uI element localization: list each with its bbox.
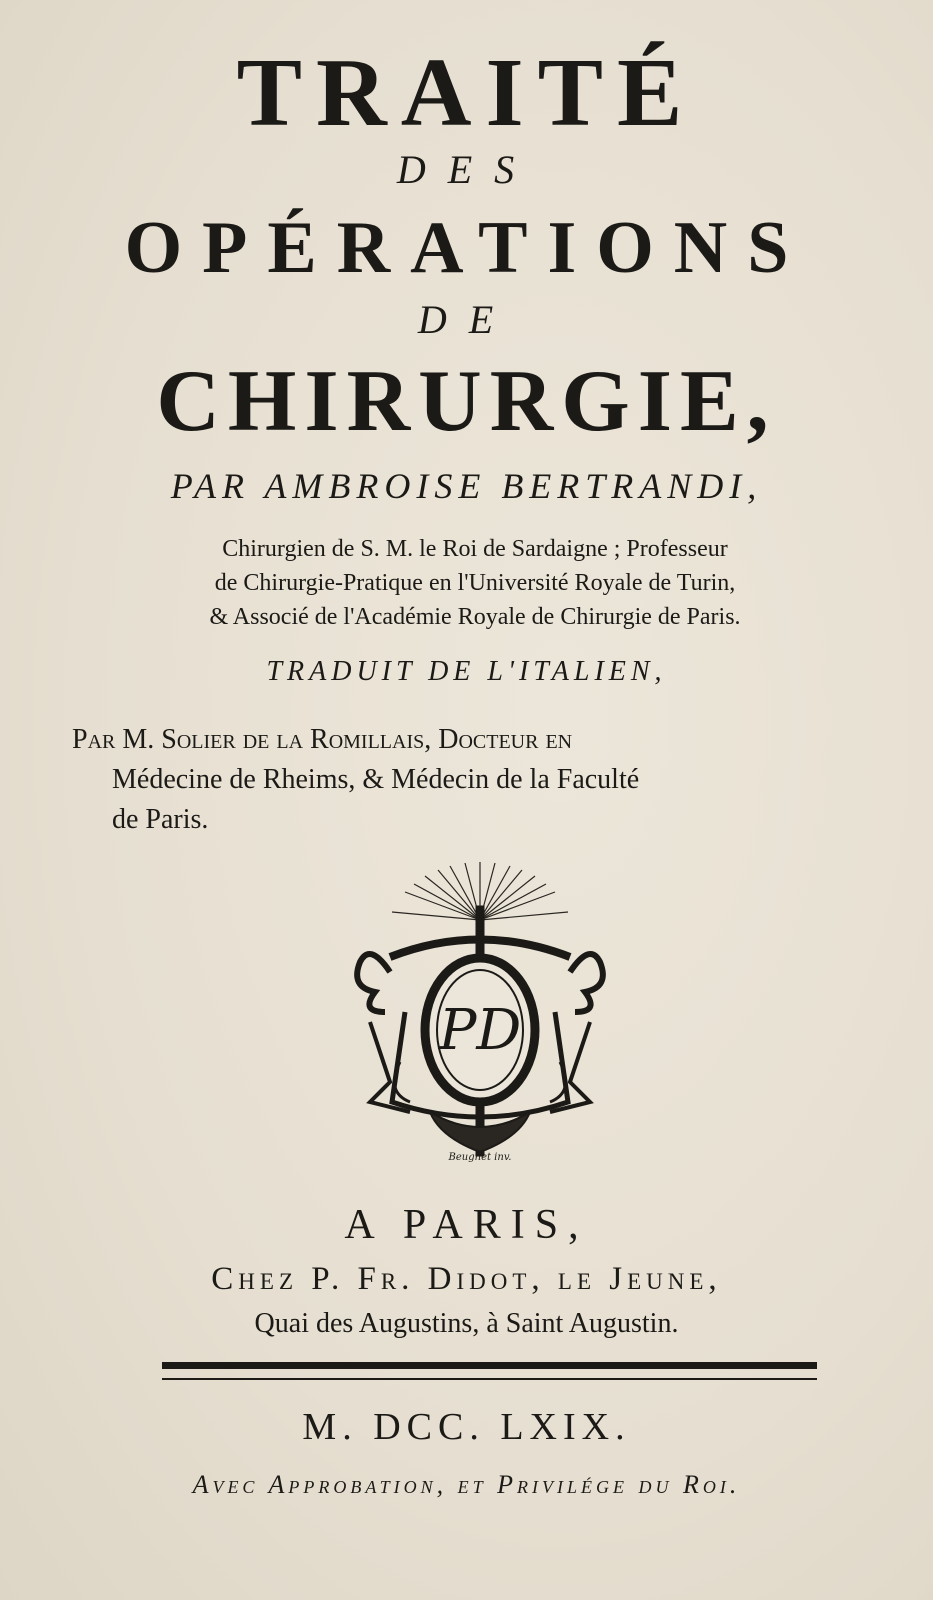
imprint-address: Quai des Augustins, à Saint Augustin.: [254, 1308, 679, 1339]
engraver-signature: Beugnet inv.: [448, 1152, 512, 1162]
title-traite: TRAITÉ: [236, 39, 697, 147]
title-chirurgie: CHIRURGIE,: [156, 353, 777, 450]
translator-line: de Paris.: [112, 804, 209, 835]
divider-rule-thin: [162, 1378, 817, 1380]
divider-rule-thick: [162, 1362, 817, 1369]
title-operations: OPÉRATIONS: [124, 207, 809, 289]
privilege-line: Avec Approbation, et Privilége du Roi.: [192, 1470, 741, 1499]
author-line: PAR AMBROISE BERTRANDI,: [170, 466, 763, 506]
translator-line: Médecine de Rheims, & Médecin de la Faculté: [112, 764, 640, 795]
translator-line: Par M. Solier de la Romillais, Docteur en: [72, 724, 573, 755]
translator-block: [72, 720, 902, 840]
printer-vignette: [330, 862, 650, 1162]
vignette-monogram: PD: [438, 998, 522, 1063]
publication-date: M. DCC. LXIX.: [302, 1406, 631, 1448]
imprint-publisher: Chez P. Fr. Didot, le Jeune,: [211, 1261, 722, 1297]
credentials-line: Chirurgien de S. M. le Roi de Sardaigne ; Professeur: [222, 536, 728, 562]
credentials-line: & Associé de l'Académie Royale de Chirurgie de Paris.: [209, 604, 741, 630]
title-de: DE: [417, 297, 516, 342]
author-credentials: [60, 532, 890, 634]
title-des: DES: [396, 147, 537, 192]
imprint-city: A PARIS,: [344, 1202, 589, 1248]
credentials-line: de Chirurgie-Pratique en l'Université Royale de Turin,: [214, 570, 736, 596]
translation-note: TRADUIT DE L'ITALIEN,: [266, 656, 667, 687]
